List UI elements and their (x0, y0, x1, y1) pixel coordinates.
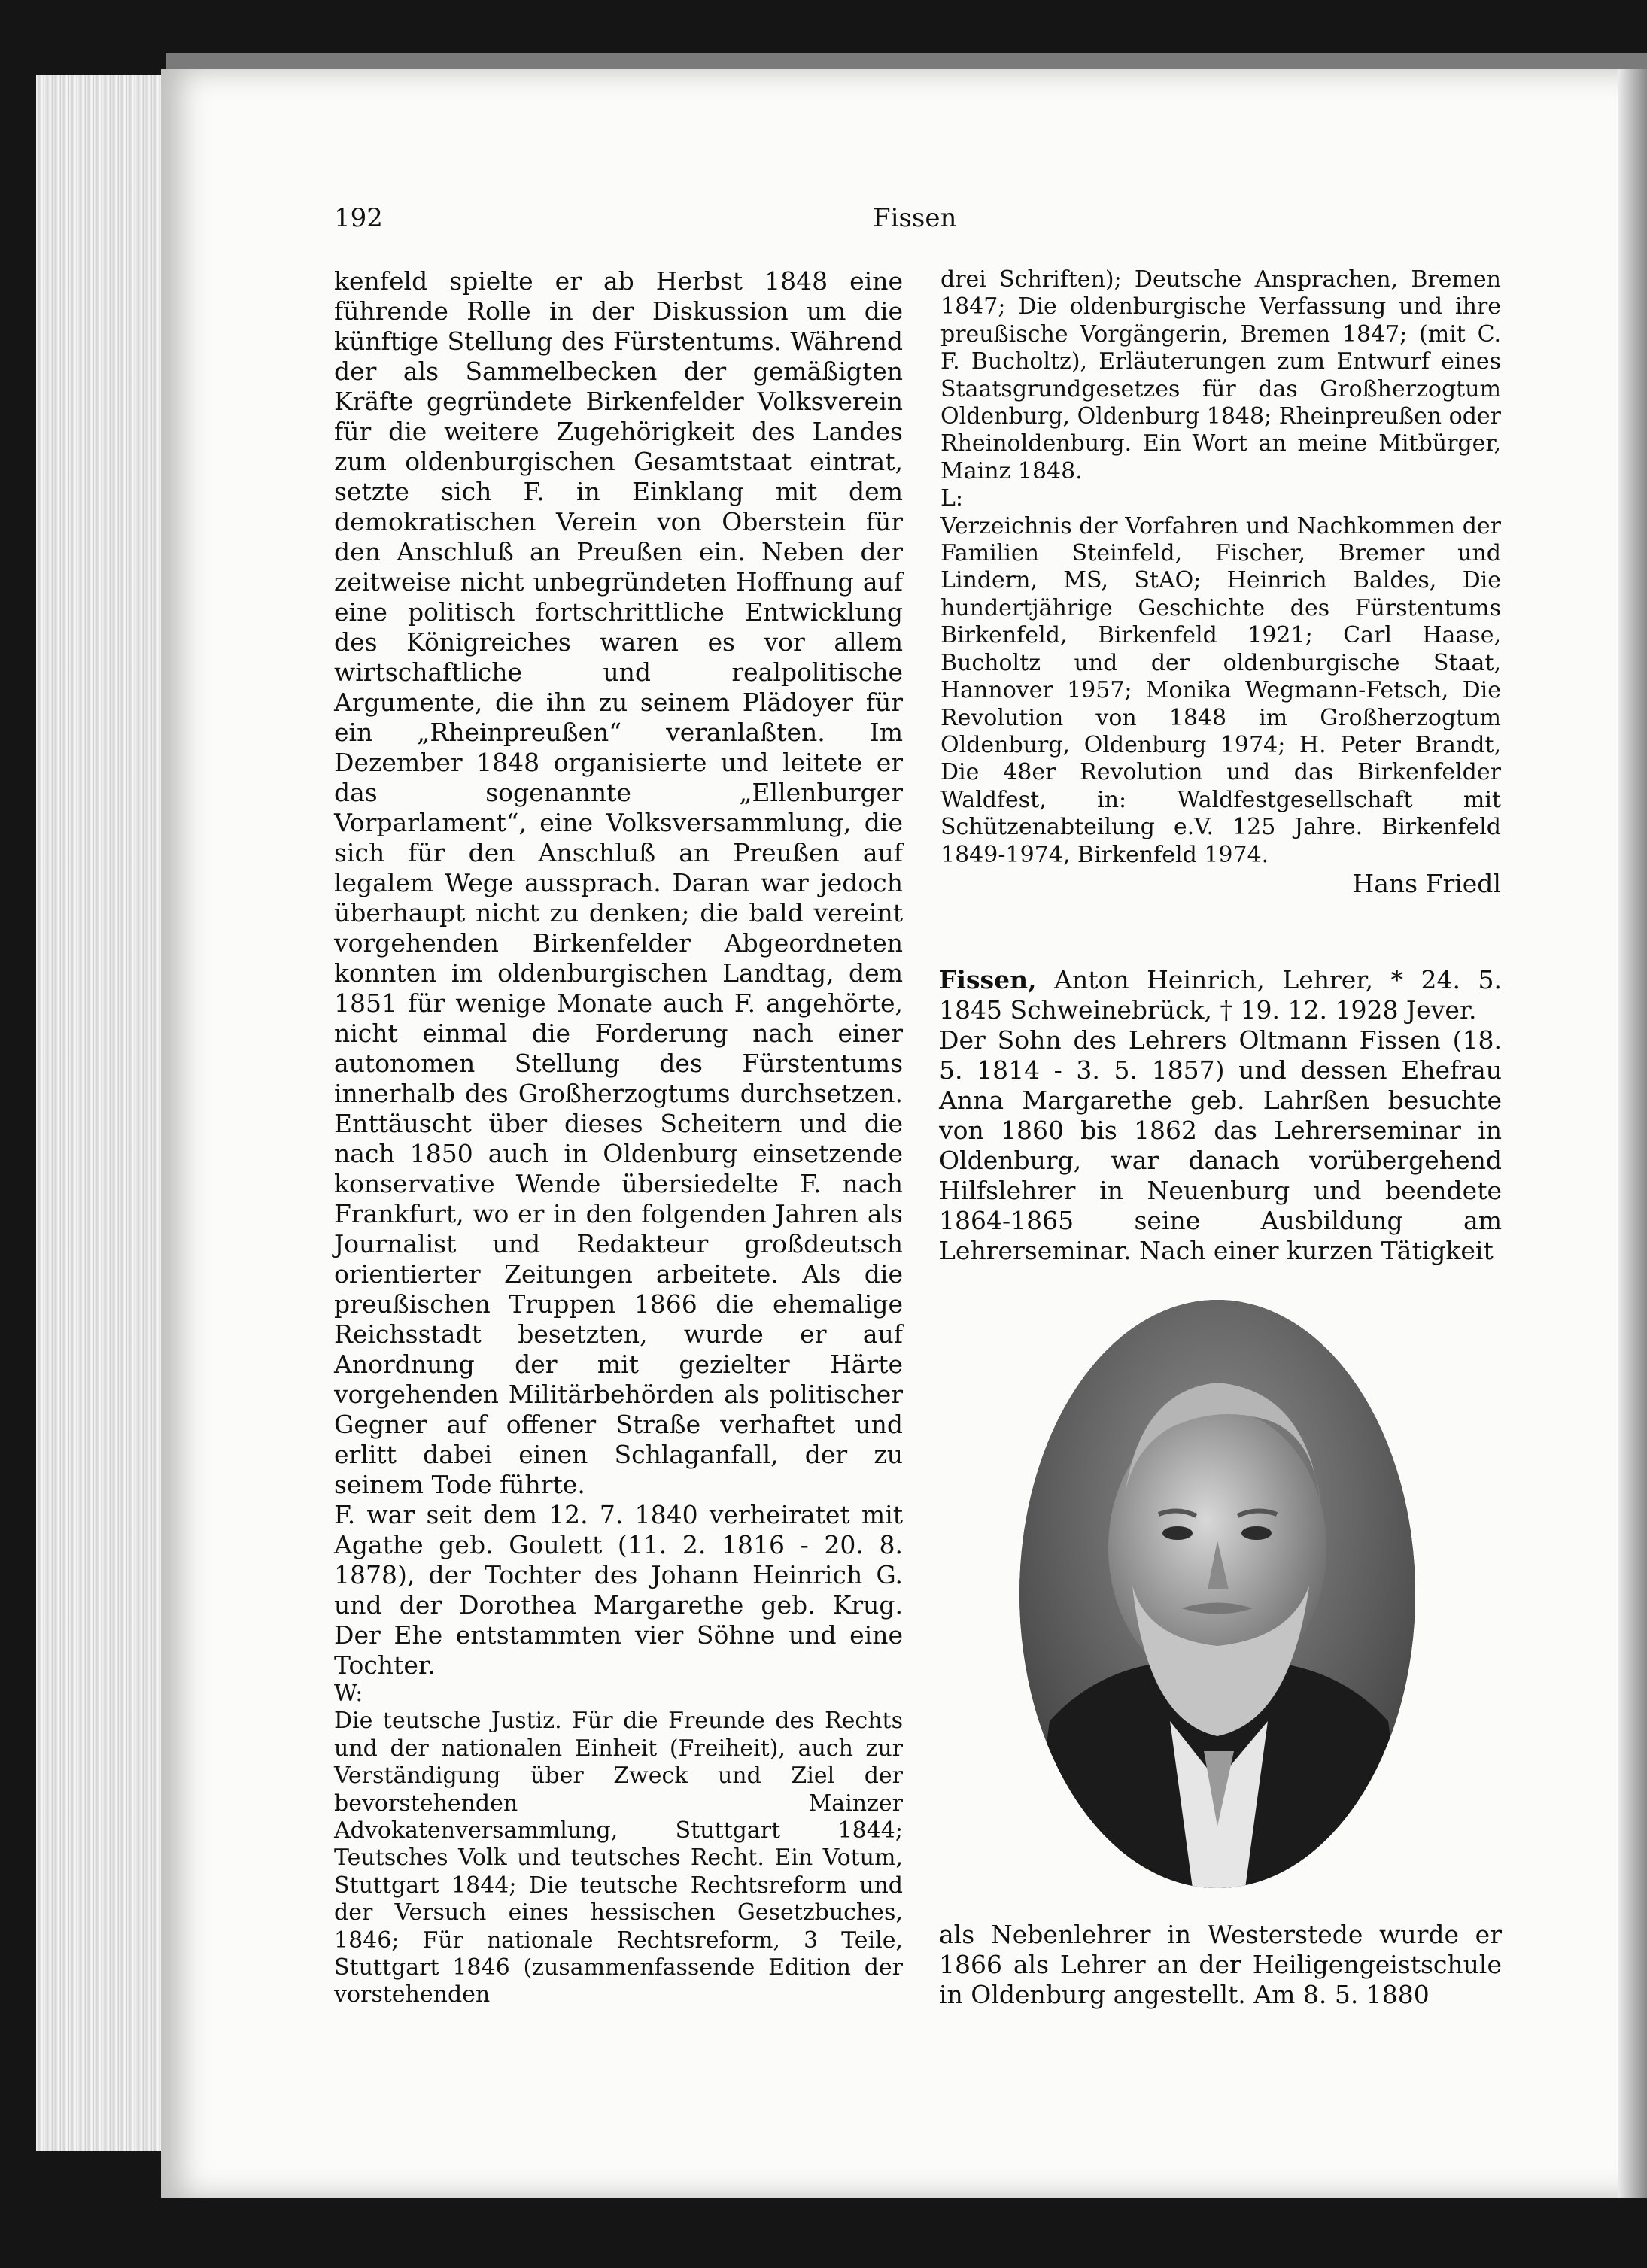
works-label: W: (334, 1681, 363, 1707)
literature-list: Verzeichnis der Vorfahren und Nachkommen der Familien Steinfeld, Fischer, Bremer und Lindern, MS, StAO; Heinrich Baldes, Die hundertjährige Geschichte des Fürstentums Birkenfeld, Birkenfeld 1921; Carl Haase, Bucholtz und der oldenburgische Staat, Hannover 1957; Monika Wegmann-Fetsch, Die Revolution von 1848 im Großherzogtum Oldenburg, Oldenburg 1974; H. Peter Brandt, Die 48er Revolution und das Birkenfelder Waldfest, in: Waldfestgesellschaft mit Schützenabteilung e.V. 125 Jahre. Birkenfeld 1849-1974, Birkenfeld 1974. (940, 512, 1501, 868)
right-column-top (940, 266, 1501, 899)
works-list-continued: drei Schriften); Deutsche Ansprachen, Bremen 1847; Die oldenburgische Verfassung und ihre preußische Vorgängerin, Bremen 1847; (mit C. F. Bucholtz), Erläuterungen zum Entwurf eines Staatsgrundgesetzes für das Großherzogtum Oldenburg, Oldenburg 1848; Rheinpreußen oder Rheinoldenburg. Ein Wort an meine Mitbürger, Mainz 1848. (940, 266, 1501, 484)
entry-vitals: Anton Heinrich, Lehrer, * 24. 5. 1845 Schweinebrück, † 19. 12. 1928 Jever. (939, 965, 1502, 1025)
page-number: 192 (334, 203, 383, 233)
literature-label: L: (940, 485, 964, 512)
portrait-photo-icon (1019, 1300, 1415, 1888)
entry-name: Fissen, (939, 965, 1037, 994)
running-title: Fissen (873, 203, 957, 233)
entry-text-continued (939, 1920, 1502, 2010)
family-paragraph: F. war seit dem 12. 7. 1840 verheiratet mit Agathe geb. Goulett (11. 2. 1816 - 20. 8. 1878), der Tochter des Johann Heinrich G. und der Dorothea Margarethe geb. Krug. Der Ehe entstammten vier Söhne und eine Tochter. (334, 1500, 903, 1680)
page-gutter-shadow (1618, 69, 1647, 2198)
entry-text: Der Sohn des Lehrers Oltmann Fissen (18. 5. 1814 - 3. 5. 1857) und dessen Ehefrau Anna Margarethe geb. Lahrßen besuchte von 1860 bis 1862 das Lehrerseminar in Oldenburg, war danach vorübergehend Hilfslehrer in Neuenburg und beendete 1864-1865 seine Ausbildung am Lehrerseminar. Nach einer kurzen Tätigkeit (939, 1025, 1502, 1265)
entry-author: Hans Friedl (1352, 868, 1501, 898)
book-page-edges (36, 75, 172, 2151)
biography-paragraph: kenfeld spielte er ab Herbst 1848 eine führende Rolle in der Diskussion um die künftige Stellung des Fürstentums. Während der als Sammelbecken der gemäßigten Kräfte gegründete Birkenfelder Volksverein für die weitere Zugehörigkeit des Landes zum oldenburgischen Gesamtstaat eintrat, setzte sich F. in Einklang mit dem demokratischen Verein von Oberstein für den Anschluß an Preußen ein. Neben der zeitweise nicht unbegründeten Hoffnung auf eine politisch fortschrittliche Entwicklung des Königreiches waren es vor allem wirtschaftliche und realpolitische Argumente, die ihn zu seinem Plädoyer für ein „Rheinpreußen“ veranlaßten. Im Dezember 1848 organisierte und leitete er das sogenannte „Ellenburger Vorparlament“, eine Volksversammlung, die sich für den Anschluß an Preußen auf legalem Wege aussprach. Daran war jedoch überhaupt nicht zu denken; die bald vereint vorgehenden Birkenfelder Abgeordneten konnten im oldenburgischen Landtag, dem 1851 für wenige Monate auch F. angehörte, nicht einmal die Forderung nach einer autonomen Stellung des Fürstentums innerhalb des Großherzogtums durchsetzen. Enttäuscht über dieses Scheitern und die nach 1850 auch in Oldenburg einsetzende konservative Wende übersiedelte F. nach Frankfurt, wo er in den folgenden Jahren als Journalist und Redakteur großdeutsch orientierter Zeitungen arbeitete. Als die preußischen Truppen 1866 die ehemalige Reichsstadt besetzten, wurde er auf Anordnung der mit gezielter Härte vorgehenden Militärbehörden als politischer Gegner auf offener Straße verhaftet und erlitt dabei einen Schlaganfall, der zu seinem Tode führte. (334, 266, 903, 1499)
portrait-photo (1019, 1300, 1415, 1888)
new-entry (939, 965, 1502, 1266)
entry-continuation: als Nebenlehrer in Westerstede wurde er 1866 als Lehrer an der Heiligengeistschule in Oldenburg angestellt. Am 8. 5. 1880 (939, 1920, 1502, 2009)
works-list: Die teutsche Justiz. Für die Freunde des Rechts und der nationalen Einheit (Freiheit), auch zur Verständigung über Zweck und Ziel der bevorstehenden Mainzer Advokatenversammlung, Stuttgart 1844; Teutsches Volk und teutsches Recht. Ein Votum, Stuttgart 1844; Die teutsche Rechtsreform und der Versuch eines hessischen Gesetzbuches, 1846; Für nationale Rechtsreform, 3 Teile, Stuttgart 1846 (zusammenfassende Edition der vorstehenden (334, 1708, 903, 2008)
entry-heading (939, 965, 1502, 1025)
left-column (334, 266, 903, 2009)
